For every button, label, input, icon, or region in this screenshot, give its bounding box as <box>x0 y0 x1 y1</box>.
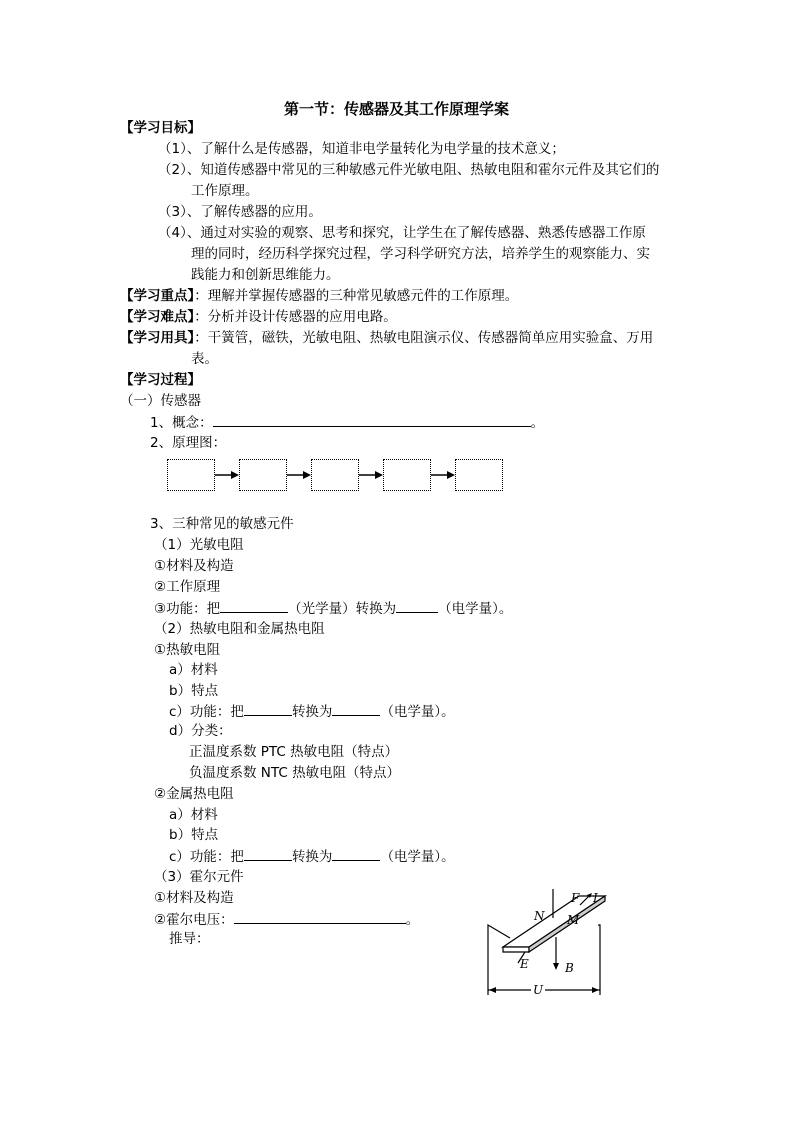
photo-func-a: ③功能：把 <box>154 601 221 617</box>
hall-voltage-end: 。 <box>405 912 420 928</box>
hall-material: ①材料及构造 <box>154 890 234 906</box>
key-point-label: 【学习重点】 <box>120 288 195 304</box>
goal-2-cont: 工作原理。 <box>191 183 259 199</box>
thermistor-classify: d）分类： <box>169 723 232 739</box>
goals-header: 【学习目标】 <box>120 120 201 136</box>
hall-voltage <box>154 910 419 929</box>
metal-resistor-head: ②金属热电阻 <box>154 786 234 802</box>
metal-feature: b）特点 <box>169 827 219 843</box>
concept-end: 。 <box>530 415 545 431</box>
thermistor-blank-2[interactable] <box>332 702 380 716</box>
goal-4-cont2: 践能力和创新思维能力。 <box>191 267 340 283</box>
photo-blank-1[interactable] <box>220 599 288 613</box>
hall-label-b: B <box>565 961 574 975</box>
thermistor-feature: b）特点 <box>169 683 219 699</box>
page-title: 第一节：传感器及其工作原理学案 <box>283 100 509 118</box>
goal-1: （1）、了解什么是传感器，知道非电学量转化为电学量的技术意义； <box>158 141 565 157</box>
tools-label: 【学习用具】 <box>120 330 195 346</box>
metal-material: a）材料 <box>169 807 218 823</box>
hall-voltage-blank[interactable] <box>234 910 406 924</box>
ntc-text: 负温度系数 NTC 热敏电阻（特点） <box>189 765 401 781</box>
thermal-head: （2）热敏电阻和金属热电阻 <box>154 621 325 637</box>
metal-function <box>169 847 455 866</box>
tools-text-cont: 表。 <box>191 351 218 367</box>
thermistor-material: a）材料 <box>169 662 218 678</box>
process-header: 【学习过程】 <box>120 372 201 388</box>
metal-blank-1[interactable] <box>244 847 292 861</box>
hall-label-e: E <box>520 957 529 971</box>
photo-principle: ②工作原理 <box>154 579 221 595</box>
hall-b-arrowhead <box>553 963 559 970</box>
thermistor-function <box>169 702 455 721</box>
hall-slab-top <box>503 896 605 947</box>
metal-func-a: c）功能：把 <box>169 849 244 865</box>
photo-material: ①材料及构造 <box>154 558 234 574</box>
thermistor-func-b: 转换为 <box>291 704 333 720</box>
difficulty-text: ：分析并设计传感器的应用电路。 <box>194 309 397 325</box>
thermistor-blank-1[interactable] <box>244 702 292 716</box>
hall-label-u: U <box>533 983 544 997</box>
key-point-text: ：理解并掌握传感器的三种常见敏感元件的工作原理。 <box>194 288 519 304</box>
thermistor-head: ①热敏电阻 <box>154 642 221 658</box>
hall-u-arrow-right <box>592 987 599 993</box>
hall-u-arrow-left <box>489 987 496 993</box>
hall-element-figure <box>480 885 610 1000</box>
hall-slab-front <box>503 947 529 952</box>
hall-label-n: N <box>534 909 545 923</box>
elements-label: 3、三种常见的敏感元件 <box>150 516 294 532</box>
photo-func-b: （光学量）转换为 <box>288 601 397 617</box>
ptc-text: 正温度系数 PTC 热敏电阻（特点） <box>189 744 399 760</box>
metal-blank-2[interactable] <box>332 847 380 861</box>
diagram-label: 2、原理图： <box>150 435 227 451</box>
concept-label: 1、概念： <box>150 415 213 431</box>
hall-derive: 推导： <box>169 931 210 947</box>
goal-4: （4）、通过对实验的观察、思考和探究，让学生在了解传感器、熟悉传感器工作原 <box>158 225 646 241</box>
metal-func-b: 转换为 <box>291 849 333 865</box>
goal-2: （2）、知道传感器中常见的三种敏感元件光敏电阻、热敏电阻和霍尔元件及其它们的 <box>158 162 660 178</box>
goal-3: （3）、了解传感器的应用。 <box>158 204 322 220</box>
tools-text: ：干簧管，磁铁，光敏电阻、热敏电阻演示仪、传感器简单应用实验盒、万用 <box>194 330 654 346</box>
photo-func-c: （电学量）。 <box>438 601 513 617</box>
thermistor-func-c: （电学量）。 <box>380 704 455 720</box>
hall-voltage-label: ②霍尔电压： <box>154 912 234 928</box>
metal-func-c: （电学量）。 <box>380 849 455 865</box>
hall-label-f: F <box>571 891 580 905</box>
hall-label-i: I <box>593 891 598 905</box>
photo-function <box>154 599 512 618</box>
photo-head: （1）光敏电阻 <box>154 537 244 553</box>
difficulty-label: 【学习难点】 <box>120 309 195 325</box>
thermistor-func-a: c）功能：把 <box>169 704 244 720</box>
goal-4-cont1: 理的同时，经历科学探究过程，学习科学研究方法，培养学生的观察能力、实 <box>191 246 650 262</box>
hall-label-m: M <box>567 913 580 927</box>
hall-head: （3）霍尔元件 <box>154 869 244 885</box>
section-sensor: （一）传感器 <box>120 393 201 409</box>
photo-blank-2[interactable] <box>396 599 438 613</box>
